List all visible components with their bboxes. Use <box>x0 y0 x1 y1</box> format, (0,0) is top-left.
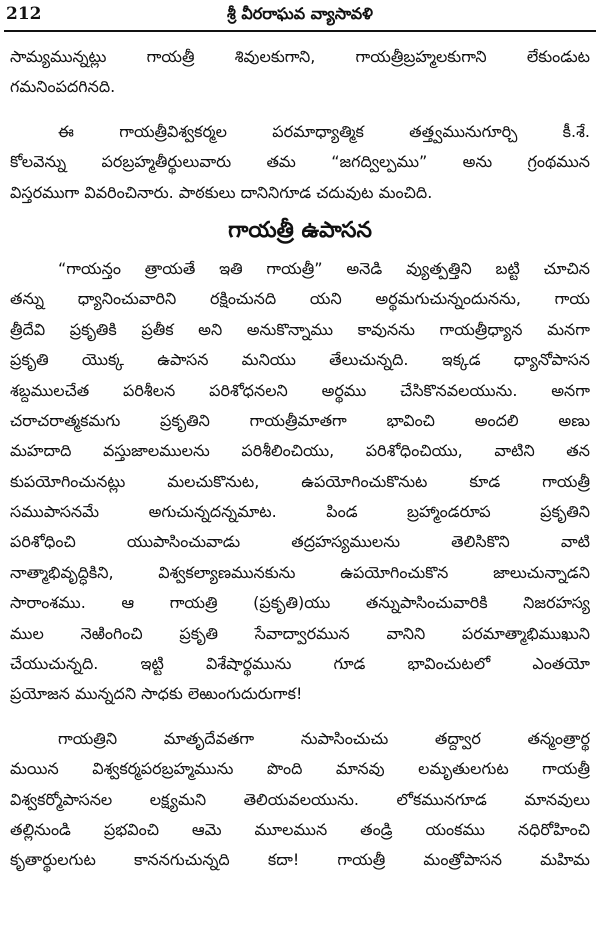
text-line: చరాచరాత్మకమగు ప్రకృతిని గాయత్రీమాతగా భావించి అందలి అణు <box>10 410 590 430</box>
text-line: నాత్మాభివృద్ధికిని, విశ్వకల్యాణమునకును ఉపయోగించుకొన జాలుచున్నాడని <box>10 562 590 582</box>
page-number: 212 <box>6 4 42 24</box>
text-line: కుపయోగించునట్లు మలచుకొనుట, ఉపయోగించుకొనుట కూడ గాయత్రీ <box>10 471 590 491</box>
text-line: ముల నెఱింగించి ప్రకృతి సేవాద్వారమున వానిని పరమాత్మాభిముఖుని <box>10 623 590 643</box>
paragraph-3 <box>10 254 590 710</box>
text-line: శబ్దములచేత పరిశీలన పరిశోధనలని అర్థము చేసికొనవలయును. అనగా <box>10 380 590 400</box>
paragraph-1 <box>10 42 590 103</box>
text-line: సామ్యమున్నట్లు గాయత్రీ శివులకుగాని, గాయత్రీబ్రహ్మలకుగాని లేకుండుట <box>10 47 590 66</box>
text-line: పరిశోధించి యుపాసించువాడు తద్రహస్యములను తెలిసికొని వాటి <box>10 532 590 552</box>
text-line: తల్లినుండి ప్రభవించి ఆమె మూలమున తండ్రి యంకము నధిరోహించి <box>10 819 590 839</box>
text-line: కృతార్థులగుట కాననగుచున్నది కదా! గాయత్రీ మంత్రోపాసన మహిమ <box>10 850 590 870</box>
paragraph-2 <box>10 117 590 208</box>
text-line: ఈ గాయత్రీవిశ్వకర్మల పరమాధ్యాత్మిక తత్త్వమునుగూర్చి కీ.శే. <box>58 121 590 141</box>
header-rule <box>4 30 596 32</box>
text-line: తన్ను ధ్యానించువారిని రక్షించునది యని అర్థమగుచున్నందునను, గాయ <box>10 289 590 309</box>
page-header <box>6 4 594 30</box>
text-line: మయిన విశ్వకర్మపరబ్రహ్మమును పొంది మానవు లమృతులగుట గాయత్రీ <box>10 759 590 779</box>
text-line: విశ్వకర్మోపాసనల లక్ష్యమని తెలియవలయును. లోకమునగూడ మానవులు <box>10 789 590 809</box>
text-line: విస్తరముగా వివరించినారు. పాఠకులు దానినిగూడ చదువుట మంచిది. <box>10 182 433 202</box>
text-line: త్రీదేవి ప్రకృతికి ప్రతీక అని అనుకొన్నాము కావునను గాయత్రీధ్యాన మనగా <box>10 319 590 339</box>
text-line: ప్రకృతి యొక్క ఉపాసన మనియు తేలుచున్నది. ఇక్కడ ధ్యానోపాసన <box>10 350 590 370</box>
page-body <box>10 42 590 876</box>
text-line: “గాయన్తం త్రాయతే ఇతి గాయత్రీ” అనెడి వ్యుత్పత్తిని బట్టి చూచిన <box>58 258 590 278</box>
running-title: శ్రీ వీరరాఘవ వ్యాసావళి <box>227 4 373 23</box>
text-line: చేయుచున్నది. ఇట్టి విశేషార్థమును గూడ భావించుటలో ఎంతయో <box>10 654 590 674</box>
text-line: సారాంశము. ఆ గాయత్రి (ప్రకృతి)యు తన్నుపాసించువారికి నిజరహస్య <box>10 593 590 613</box>
text-line: గాయత్రిని మాతృదేవతగా నుపాసించుచు తద్ద్వార తన్మంత్రార్థ <box>58 728 590 748</box>
text-line: కోలవెన్ను పరబ్రహ్మతీర్థులువారు తమ “జగద్విల్పము” అను గ్రంథమున <box>10 152 590 172</box>
text-line: సముపాసనమే అగుచున్నదన్నమాట. పిండ బ్రహ్మాండరూప ప్రకృతిని <box>10 502 590 522</box>
section-heading: గాయత్రీ ఉపాసన <box>228 217 372 243</box>
text-line: మహదాది వస్తుజాలములను పరిశీలించియు, పరిశోధించియు, వాటిని తన <box>10 441 590 461</box>
text-line: గమనింపదగినది. <box>10 77 116 97</box>
text-line: ప్రయోజన మున్నదని సాధకు లెఱుంగుదురుగాక! <box>10 684 303 704</box>
paragraph-4 <box>10 724 590 876</box>
